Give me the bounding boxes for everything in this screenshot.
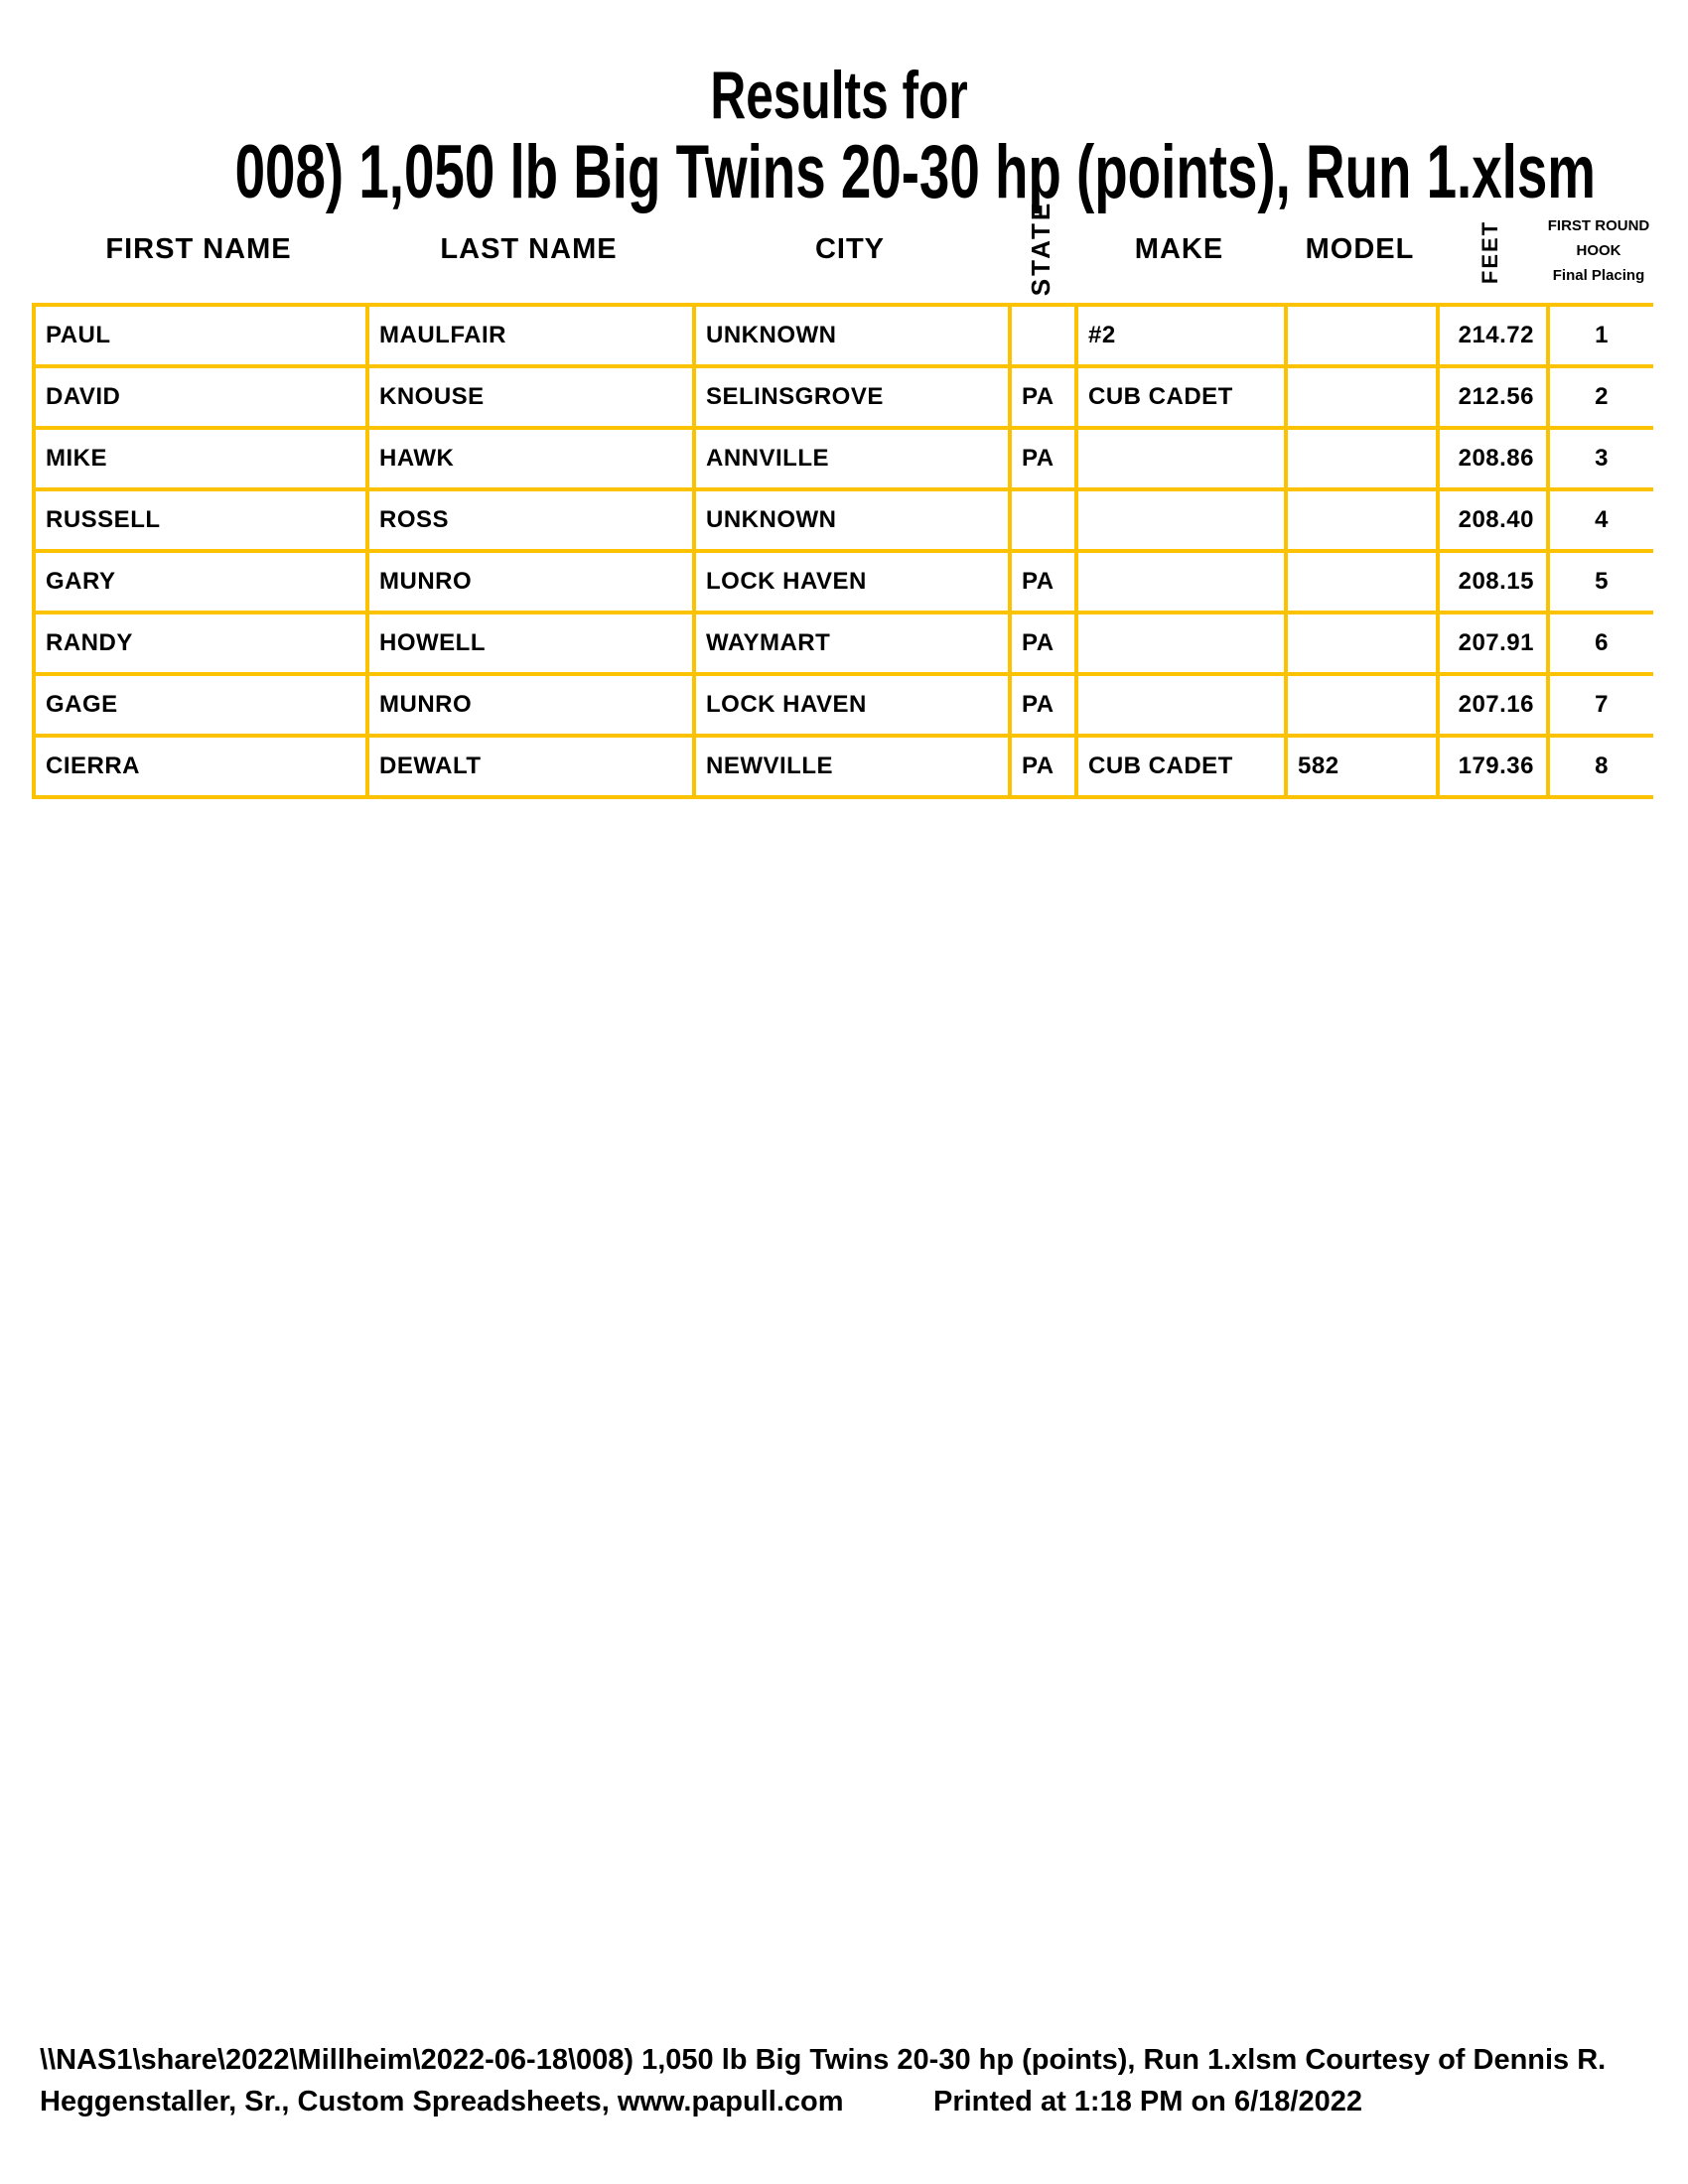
cell-placing: 4	[1548, 489, 1653, 551]
cell-state: PA	[1010, 674, 1076, 736]
cell-last_name: KNOUSE	[367, 366, 694, 428]
cell-make	[1076, 551, 1286, 613]
cell-last_name: MAULFAIR	[367, 305, 694, 366]
footer-credit-line: Heggenstaller, Sr., Custom Spreadsheets, www.papull.com	[40, 2086, 844, 2117]
table-row	[34, 366, 1653, 428]
cell-last_name: HOWELL	[367, 613, 694, 674]
cell-feet: 208.40	[1438, 489, 1548, 551]
table-row	[34, 428, 1653, 489]
cell-make	[1076, 613, 1286, 674]
cell-city: LOCK HAVEN	[694, 674, 1010, 736]
column-header-first-name: FIRST NAME	[105, 233, 292, 265]
column-header-placing	[1546, 213, 1651, 288]
cell-first_name: RUSSELL	[34, 489, 367, 551]
column-header-state: STATE	[1026, 200, 1055, 297]
cell-model	[1286, 674, 1438, 736]
cell-last_name: MUNRO	[367, 674, 694, 736]
cell-model	[1286, 366, 1438, 428]
placing-header-line3: Final Placing	[1552, 267, 1645, 284]
table-row	[34, 736, 1653, 797]
cell-make: CUB CADET	[1076, 736, 1286, 797]
cell-placing: 2	[1548, 366, 1653, 428]
table-row	[34, 613, 1653, 674]
cell-feet: 179.36	[1438, 736, 1548, 797]
cell-first_name: CIERRA	[34, 736, 367, 797]
cell-first_name: MIKE	[34, 428, 367, 489]
cell-city: NEWVILLE	[694, 736, 1010, 797]
cell-feet: 208.15	[1438, 551, 1548, 613]
cell-placing: 7	[1548, 674, 1653, 736]
cell-last_name: ROSS	[367, 489, 694, 551]
footer-printed-timestamp: Printed at 1:18 PM on 6/18/2022	[933, 2086, 1362, 2117]
cell-city: UNKNOWN	[694, 305, 1010, 366]
cell-model	[1286, 551, 1438, 613]
cell-state	[1010, 489, 1076, 551]
cell-first_name: RANDY	[34, 613, 367, 674]
cell-model	[1286, 428, 1438, 489]
table-row	[34, 674, 1653, 736]
cell-feet: 214.72	[1438, 305, 1548, 366]
cell-state: PA	[1010, 551, 1076, 613]
cell-model: 582	[1286, 736, 1438, 797]
page-subtitle-filename: 008) 1,050 lb Big Twins 20-30 hp (points), Run 1.xlsm	[234, 130, 1596, 214]
cell-make: #2	[1076, 305, 1286, 366]
cell-first_name: GAGE	[34, 674, 367, 736]
cell-last_name: MUNRO	[367, 551, 694, 613]
table-row	[34, 305, 1653, 366]
cell-make: CUB CADET	[1076, 366, 1286, 428]
cell-first_name: GARY	[34, 551, 367, 613]
cell-city: WAYMART	[694, 613, 1010, 674]
cell-last_name: DEWALT	[367, 736, 694, 797]
cell-feet: 207.91	[1438, 613, 1548, 674]
cell-placing: 3	[1548, 428, 1653, 489]
cell-first_name: PAUL	[34, 305, 367, 366]
cell-model	[1286, 489, 1438, 551]
table-row	[34, 551, 1653, 613]
cell-make	[1076, 674, 1286, 736]
cell-placing: 5	[1548, 551, 1653, 613]
cell-state	[1010, 305, 1076, 366]
column-header-city: CITY	[814, 233, 886, 265]
table-row	[34, 489, 1653, 551]
cell-feet: 212.56	[1438, 366, 1548, 428]
table-header-row	[0, 194, 1688, 303]
cell-city: ANNVILLE	[694, 428, 1010, 489]
placing-header-line2: HOOK	[1576, 242, 1621, 259]
cell-city: LOCK HAVEN	[694, 551, 1010, 613]
placing-header-line1: FIRST ROUND	[1547, 217, 1650, 234]
column-header-make: MAKE	[1134, 233, 1224, 265]
cell-placing: 1	[1548, 305, 1653, 366]
cell-placing: 8	[1548, 736, 1653, 797]
column-header-feet: FEET	[1477, 219, 1502, 285]
cell-state: PA	[1010, 366, 1076, 428]
footer-path-line: \\NAS1\share\2022\Millheim\2022-06-18\008) 1,050 lb Big Twins 20-30 hp (points), Run 1.xlsm Courtesy of Dennis R.	[40, 2044, 1607, 2076]
cell-placing: 6	[1548, 613, 1653, 674]
cell-state: PA	[1010, 428, 1076, 489]
cell-city: UNKNOWN	[694, 489, 1010, 551]
cell-model	[1286, 613, 1438, 674]
page-title: Results for	[710, 58, 968, 133]
cell-last_name: HAWK	[367, 428, 694, 489]
cell-make	[1076, 489, 1286, 551]
cell-feet: 207.16	[1438, 674, 1548, 736]
cell-model	[1286, 305, 1438, 366]
column-header-model: MODEL	[1305, 233, 1415, 265]
cell-make	[1076, 428, 1286, 489]
cell-state: PA	[1010, 613, 1076, 674]
cell-feet: 208.86	[1438, 428, 1548, 489]
cell-first_name: DAVID	[34, 366, 367, 428]
cell-state: PA	[1010, 736, 1076, 797]
results-table	[32, 303, 1653, 799]
cell-city: SELINSGROVE	[694, 366, 1010, 428]
column-header-last-name: LAST NAME	[440, 233, 618, 265]
